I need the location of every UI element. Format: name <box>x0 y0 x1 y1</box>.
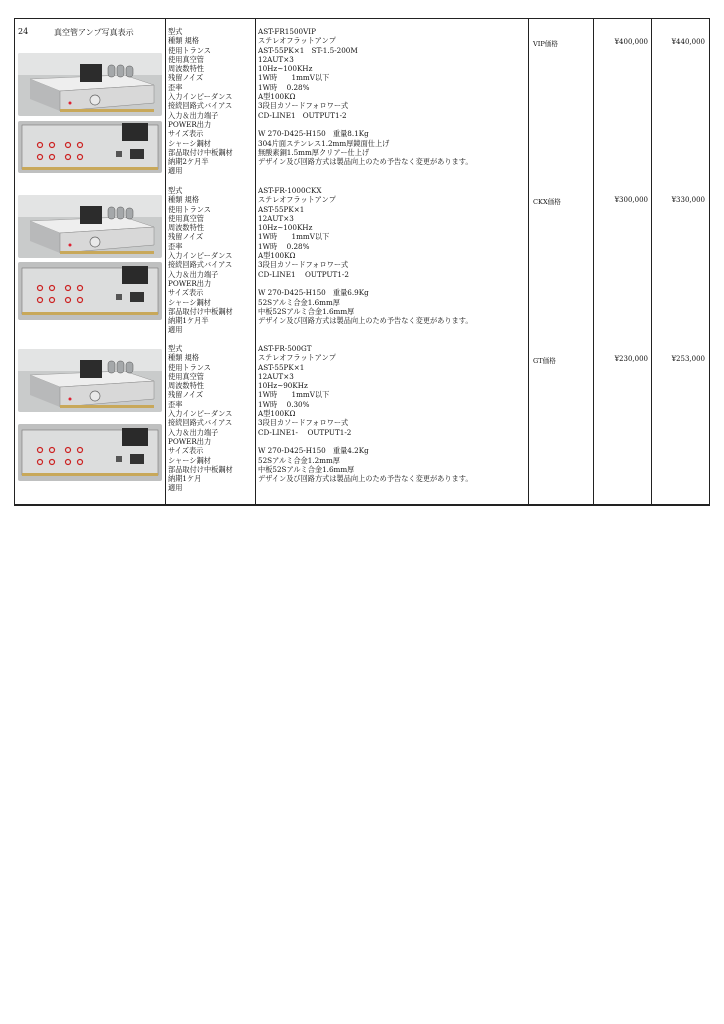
spec-value: AST-55PK×1 ST-1.5-200M <box>258 45 358 55</box>
column-divider-price <box>651 18 652 505</box>
spec-value: 52Sアルミ合金1.2mm厚 <box>258 455 340 465</box>
price-tax-3: ¥253,000 <box>671 355 705 363</box>
price-tax-2: ¥330,000 <box>671 196 705 204</box>
spec-value: 10Hz~100KHz <box>258 223 313 233</box>
spec-labels-2 <box>168 186 254 335</box>
spec-label: 入力インピーダンス <box>168 409 233 419</box>
spec-label: 残留ノイズ <box>168 232 204 242</box>
spec-label: 使用真空管 <box>168 54 204 64</box>
spec-value: AST-55PK×1 <box>258 204 305 214</box>
spec-label: 種類 規格 <box>168 195 200 205</box>
spec-label: 使用真空管 <box>168 213 204 223</box>
spec-value: 無酸素銅1.5mm厚クリアー仕上げ <box>258 147 370 157</box>
spec-label: 納期1ケ月半 <box>168 316 209 326</box>
spec-label: 残留ノイズ <box>168 73 204 83</box>
spec-label: 入力＆出力端子 <box>168 269 219 279</box>
spec-value: 1W時 1mmV以下 <box>258 73 330 83</box>
spec-value: デザイン及び回路方式は製品向上のため予告なく変更があります。 <box>258 316 473 326</box>
spec-value: 10Hz~90KHz <box>258 381 308 391</box>
spec-label: 歪率 <box>168 82 183 92</box>
spec-value: W 270-D425-H150 重量6.9Kg <box>258 288 369 298</box>
spec-value <box>258 325 526 334</box>
spec-label: 入力＆出力端子 <box>168 110 219 120</box>
column-divider-photo <box>165 18 166 505</box>
spec-value: デザイン及び回路方式は製品向上のため予告なく変更があります。 <box>258 157 473 167</box>
spec-label: 部品取付け中板鋼材 <box>168 306 233 316</box>
spec-label: 適用 <box>168 325 183 335</box>
spec-label: サイズ表示 <box>168 129 204 139</box>
spec-value: AST-55PK×1 <box>258 362 305 372</box>
spec-label: 種類 規格 <box>168 353 200 363</box>
spec-value: CD-LINE1 OUTPUT1-2 <box>258 110 347 120</box>
spec-label: 接続回路式バイアス <box>168 418 233 428</box>
spec-value: A型100KΩ <box>258 409 296 419</box>
spec-label: POWER出力 <box>168 278 212 288</box>
spec-label: 接続回路式バイアス <box>168 260 233 270</box>
spec-label: シャーシ鋼材 <box>168 297 211 307</box>
spec-value: デザイン及び回路方式は製品向上のため予告なく変更があります。 <box>258 474 473 484</box>
spec-value: AST-FR1500VIP <box>258 27 316 36</box>
spec-label: シャーシ鋼材 <box>168 138 211 148</box>
spec-label: 型式 <box>168 186 183 195</box>
spec-labels-3 <box>168 344 254 493</box>
spec-values-1 <box>258 27 526 176</box>
spec-value: CD-LINE1 OUTPUT1-2 <box>258 269 349 279</box>
column-divider-values <box>528 18 529 505</box>
spec-value: ステレオフラットアンプ <box>258 36 336 46</box>
spec-label: 適用 <box>168 166 183 176</box>
table-bottom-border <box>14 504 710 506</box>
amp-photo-front-1 <box>18 53 162 116</box>
spec-value: W 270-D425-H150 重量4.2Kg <box>258 446 369 456</box>
amp-photo-front-2 <box>18 195 162 258</box>
price-base-2: ¥300,000 <box>614 196 648 204</box>
spec-labels-1 <box>168 27 254 176</box>
price-tax-1: ¥440,000 <box>671 38 705 46</box>
spec-value: 中板52Sアルミ合金1.6mm厚 <box>258 306 355 316</box>
spec-values-2 <box>258 186 526 335</box>
spec-label: 使用トランス <box>168 45 211 55</box>
spec-value: A型100KΩ <box>258 251 296 261</box>
spec-value <box>258 279 526 288</box>
spec-value: 1W時 1mmV以下 <box>258 390 330 400</box>
price-grade-2: CKX価格 <box>533 198 561 206</box>
spec-value: 12AUT×3 <box>258 371 294 381</box>
spec-label: 歪率 <box>168 241 183 251</box>
amp-photo-front-3 <box>18 349 162 412</box>
spec-value: AST-FR-500GT <box>258 344 312 353</box>
spec-value: AST-FR-1000CKX <box>258 186 322 195</box>
price-base-1: ¥400,000 <box>614 38 648 46</box>
spec-label: 周波数特性 <box>168 64 204 74</box>
spec-label: 入力＆出力端子 <box>168 427 219 437</box>
spec-value: 12AUT×3 <box>258 54 294 64</box>
column-divider-grade <box>593 18 594 505</box>
spec-label: 周波数特性 <box>168 381 204 391</box>
spec-value: 1W時 0.30% <box>258 399 310 409</box>
spec-value <box>258 483 526 492</box>
spec-value <box>258 166 526 175</box>
spec-label: 適用 <box>168 483 183 493</box>
table-right-border <box>709 18 710 505</box>
spec-label: 部品取付け中板鋼材 <box>168 464 233 474</box>
spec-label: 型式 <box>168 27 183 36</box>
spec-value: 3段目カソードフォロワー式 <box>258 260 349 270</box>
spec-label: 残留ノイズ <box>168 390 204 400</box>
spec-label: 接続回路式バイアス <box>168 101 233 111</box>
spec-label: 使用トランス <box>168 204 211 214</box>
spec-value: W 270-D425-H150 重量8.1Kg <box>258 129 369 139</box>
spec-value: 12AUT×3 <box>258 213 294 223</box>
spec-label: シャーシ鋼材 <box>168 455 211 465</box>
spec-label: POWER出力 <box>168 119 212 129</box>
price-base-3: ¥230,000 <box>614 355 648 363</box>
spec-label: 部品取付け中板鋼材 <box>168 147 233 157</box>
spec-value: CD-LINE1- OUTPUT1-2 <box>258 427 352 437</box>
spec-value <box>258 120 526 129</box>
spec-label: 型式 <box>168 344 183 353</box>
spec-value: 中板52Sアルミ合金1.6mm厚 <box>258 464 355 474</box>
spec-label: 周波数特性 <box>168 223 204 233</box>
spec-values-3 <box>258 344 526 493</box>
price-grade-3: GT価格 <box>533 357 556 365</box>
spec-label: サイズ表示 <box>168 288 204 298</box>
spec-value: 1W時 0.28% <box>258 241 310 251</box>
amp-photo-rear-2 <box>18 262 162 320</box>
spec-label: 納期1ケ月 <box>168 474 202 484</box>
spec-label: 使用トランス <box>168 362 211 372</box>
column-divider-labels <box>255 18 256 505</box>
spec-value: 1W時 0.28% <box>258 82 310 92</box>
table-top-border <box>14 18 710 19</box>
spec-label: 納期2ケ月半 <box>168 157 209 167</box>
spec-value <box>258 437 526 446</box>
amp-photo-rear-1 <box>18 121 162 173</box>
spec-label: 歪率 <box>168 399 183 409</box>
spec-value: 3段目カソードフォロワー式 <box>258 418 349 428</box>
price-grade-1: VIP価格 <box>533 40 558 48</box>
spec-value: 3段目カソードフォロワー式 <box>258 101 349 111</box>
spec-value: 1W時 1mmV以下 <box>258 232 330 242</box>
section-title: 真空管アンプ写真表示 <box>54 28 134 37</box>
spec-value: 304片面ステンレス1.2mm厚鏡面仕上げ <box>258 138 390 148</box>
spec-label: サイズ表示 <box>168 446 204 456</box>
table-left-border <box>14 18 15 505</box>
amp-photo-rear-3 <box>18 424 162 481</box>
spec-label: 使用真空管 <box>168 371 204 381</box>
spec-value: ステレオフラットアンプ <box>258 195 336 205</box>
spec-label: 入力インピーダンス <box>168 92 233 102</box>
spec-value: 52Sアルミ合金1.6mm厚 <box>258 297 340 307</box>
spec-value: A型100KΩ <box>258 92 296 102</box>
spec-label: 入力インピーダンス <box>168 251 233 261</box>
spec-label: POWER出力 <box>168 436 212 446</box>
spec-value: 10Hz~100KHz <box>258 64 313 74</box>
spec-label: 種類 規格 <box>168 36 200 46</box>
item-number: 24 <box>18 27 29 36</box>
spec-value: ステレオフラットアンプ <box>258 353 336 363</box>
